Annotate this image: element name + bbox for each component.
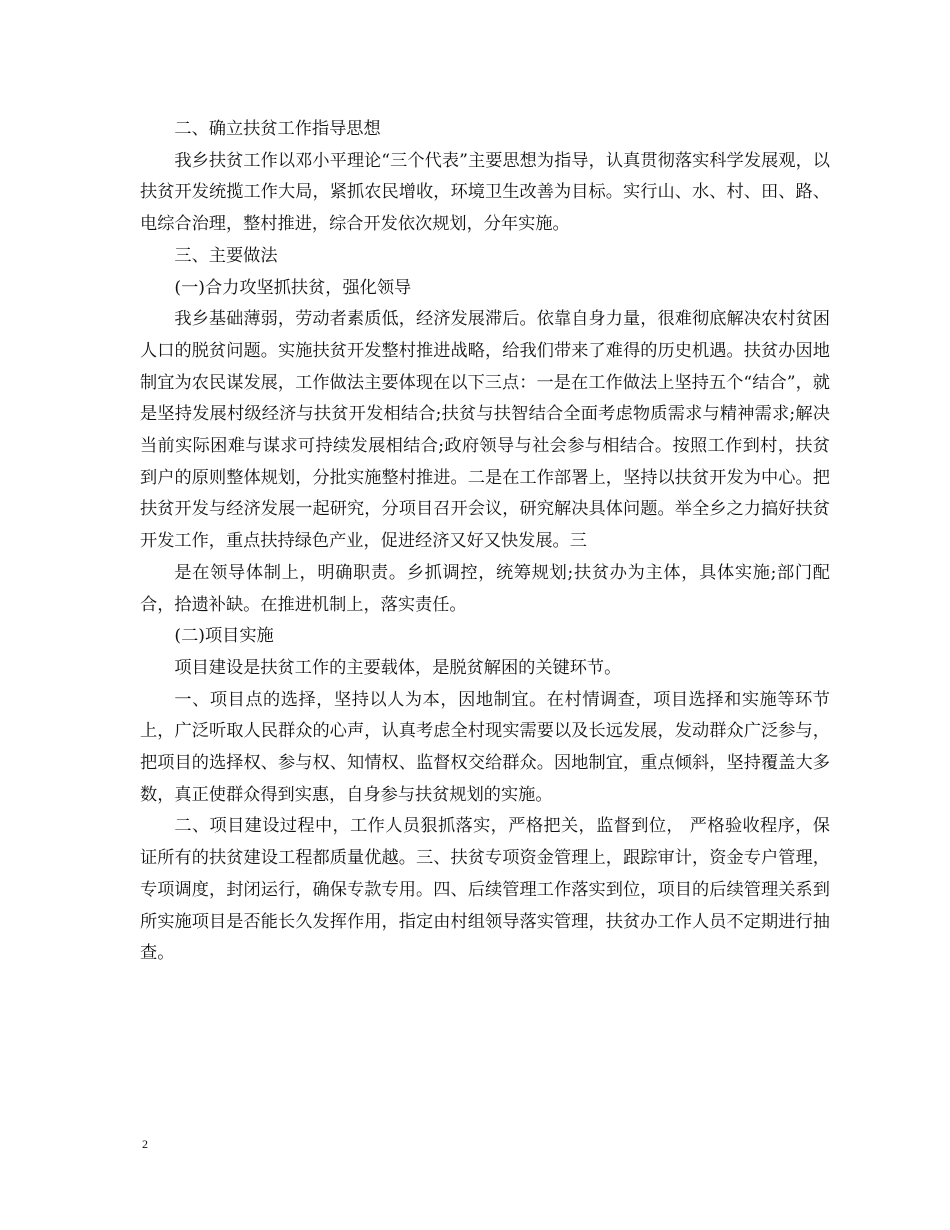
paragraph-leadership-continued: 是在领导体制上，明确职责。乡抓调控，统筹规划;扶贫办为主体，具体实施;部门配合，拾遗补缺。在推进机制上，落实责任。 [140, 562, 830, 615]
subsection-heading-project-implementation: (二)项目实施 [174, 626, 274, 647]
paragraph-project-carrier: 项目建设是扶贫工作的主要载体，是脱贫解困的关键环节。 [174, 657, 622, 678]
document-body [140, 114, 830, 970]
paragraph-leadership: 我乡基础薄弱，劳动者素质低，经济发展滞后。依靠自身力量，很难彻底解决农村贫困人口的脱贫问题。实施扶贫开发整村推进战略，给我们带来了难得的历史机遇。扶贫办因地制宜为农民谋发展，工作做法主要体现在以下三点：一是在工作做法上坚持五个“结合”，就是坚持发展村级经济与扶贫开发相结合;扶贫与扶智结合全面考虑物质需求与精神需求;解决当前实际困难与谋求可持续发展相结合;政府领导与社会参与相结合。按照工作到村，扶贫到户的原则整体规划，分批实施整村推进。二是在工作部署上，坚持以扶贫开发为中心。把扶贫开发与经济发展一起研究，分项目召开会议，研究解决具体问题。举全乡之力搞好扶贫开发工作，重点扶持绿色产业，促进经济又好又快发展。三 [140, 309, 830, 552]
section-heading-main-practices: 三、主要做法 [174, 245, 278, 266]
paragraph-project-selection: 一、项目点的选择，坚持以人为本，因地制宜。在村情调查，项目选择和实施等环节上，广泛听取人民群众的心声，认真考虑全村现实需要以及长远发展，发动群众广泛参与，把项目的选择权、参与权、知情权、监督权交给群众。因地制宜，重点倾斜，坚持覆盖大多数，真正使群众得到实惠，自身参与扶贫规划的实施。 [140, 689, 830, 805]
subsection-heading-leadership: (一)合力攻坚抓扶贫，强化领导 [174, 277, 412, 298]
section-heading-guiding-ideology: 二、确立扶贫工作指导思想 [174, 119, 381, 139]
page-number: 2 [142, 1137, 148, 1151]
paragraph-project-construction: 二、项目建设过程中，工作人员狠抓落实，严格把关，监督到位， 严格验收程序，保证所有的扶贫建设工程都质量优越。三、扶贫专项资金管理上，跟踪审计，资金专户管理，专项调度，封闭运行，确保专款专用。四、后续管理工作落实到位，项目的后续管理关系到所实施项目是否能长久发挥作用，指定由村组领导落实管理，扶贫办工作人员不定期进行抽查。 [140, 816, 830, 964]
paragraph-guiding-ideology: 我乡扶贫工作以邓小平理论“三个代表”主要思想为指导，认真贯彻落实科学发展观，以扶贫开发统揽工作大局，紧抓农民增收，环境卫生改善为目标。实行山、水、村、田、路、电综合治理，整村推进，综合开发依次规划，分年实施。 [140, 150, 830, 235]
